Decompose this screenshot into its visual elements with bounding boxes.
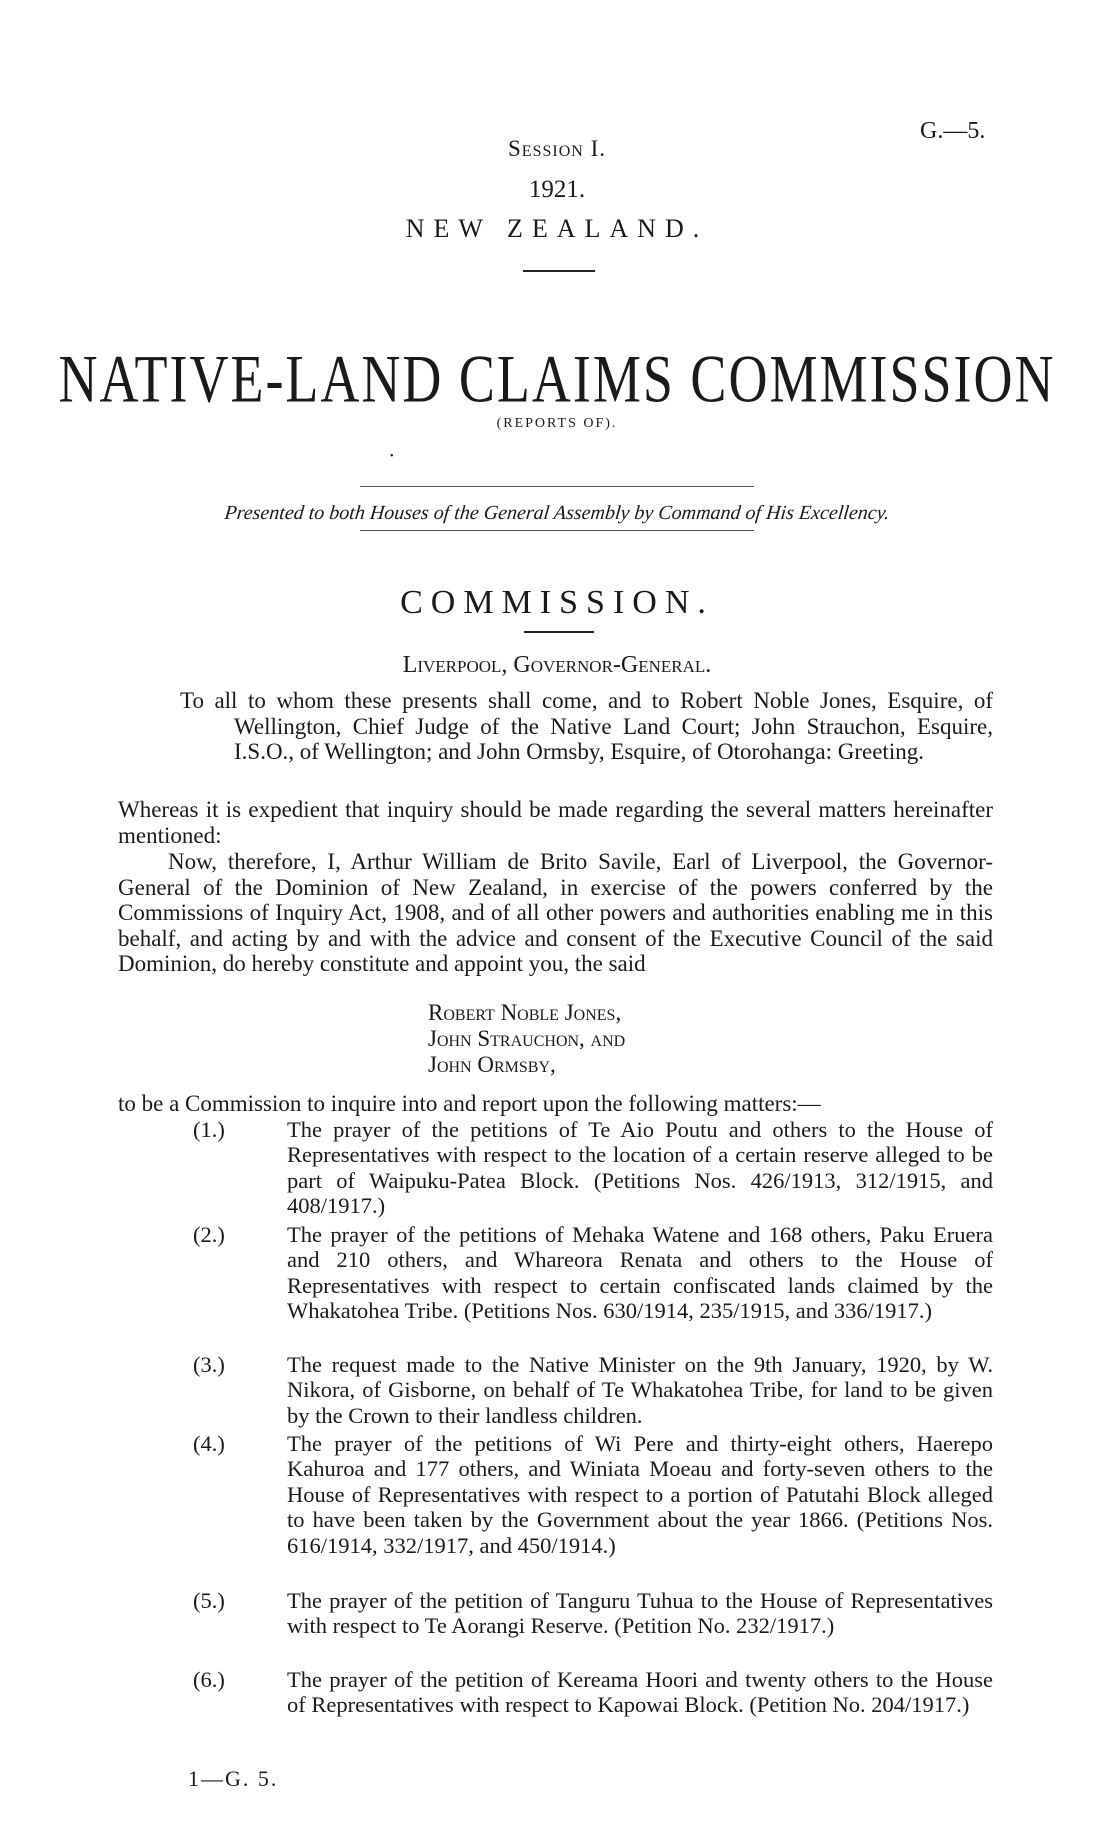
signatory: Liverpool, Governor-General. — [402, 652, 712, 678]
matter-number: (5.) — [193, 1588, 225, 1613]
divider — [360, 486, 754, 487]
divider — [523, 270, 595, 272]
matter-number: (4.) — [193, 1431, 225, 1456]
commissioner-name: John Strauchon, and — [428, 1026, 626, 1051]
divider — [360, 530, 754, 531]
matter-text: The prayer of the petitions of Te Aio Poutu and others to the House of Representatives with respect to the location of a certain reserve alleged to be part of Waipuku-Patea Block. (Petitions Nos. 426/1913, 312/1915, and 408/1917.) — [287, 1117, 993, 1219]
dot-mark: • — [390, 451, 394, 462]
matter-text: The prayer of the petitions of Wi Pere and thirty-eight others, Haerepo Kahuroa and 177 others, and Winiata Moeau and forty-seven others to the House of Representatives with respect to a portion of Patutahi Block alleged to have been taken by the Government about the year 1866. (Petitions Nos. 616/1914, 332/1917, and 450/1914.) — [287, 1431, 993, 1558]
now-therefore-paragraph: Now, therefore, I, Arthur William de Brito Savile, Earl of Liverpool, the Governor-General of the Dominion of New Zealand, in exercise of the powers conferred by the Commissions of Inquiry Act, 1908, and of all other powers and authorities enabling me in this behalf, and acting by and with the advice and consent of the Executive Council of the said Dominion, do hereby constitute and appoint you, the said — [118, 849, 993, 977]
divider — [524, 631, 594, 633]
document-subtitle: (REPORTS OF). — [496, 416, 618, 431]
matter-number: (1.) — [193, 1117, 225, 1142]
matter-text: The request made to the Native Minister on the 9th January, 1920, by W. Nikora, of Gisborne, on behalf of Te Whakatohea Tribe, for land to be given by the Crown to their landless children. — [287, 1352, 993, 1428]
commissioner-name: Robert Noble Jones, — [428, 1000, 622, 1025]
year: 1921. — [528, 176, 586, 203]
country-name: NEW ZEALAND. — [405, 214, 709, 243]
document-ref: G.—5. — [920, 118, 986, 144]
address-paragraph: To all to whom these presents shall come, and to Robert Noble Jones, Esquire, of Wellington, Chief Judge of the Native Land Court; John Strauchon, Esquire, I.S.O., of Wellington; and John Ormsby, Esquire, of Otorohanga: Greeting. — [180, 688, 993, 765]
matter-text: The prayer of the petition of Tanguru Tuhua to the House of Representatives with respect to Te Aorangi Reserve. (Petition No. 232/1917.) — [287, 1588, 993, 1639]
matter-number: (3.) — [193, 1352, 225, 1377]
matter-text: The prayer of the petitions of Mehaka Watene and 168 others, Paku Eruera and 210 others, and Whareora Renata and others to the House of Representatives with respect to certain confiscated lands claimed by the Whakatohea Tribe. (Petitions Nos. 630/1914, 235/1915, and 336/1917.) — [287, 1222, 993, 1324]
presented-note: Presented to both Houses of the General Assembly by Command of His Excellency. — [223, 502, 891, 524]
document-title: NATIVE-LAND CLAIMS COMMISSION — [58, 341, 1056, 417]
whereas-paragraph: Whereas it is expedient that inquiry should be made regarding the several matters hereinafter mentioned: — [118, 797, 993, 848]
matter-number: (6.) — [193, 1667, 225, 1692]
matter-text: The prayer of the petition of Kereama Hoori and twenty others to the House of Representatives with respect to Kapowai Block. (Petition No. 204/1917.) — [287, 1667, 993, 1718]
to-be-paragraph: to be a Commission to inquire into and report upon the following matters:— — [118, 1091, 821, 1116]
session-label: Session I. — [508, 136, 606, 161]
page-signature: 1—G. 5. — [188, 1766, 279, 1791]
section-heading: COMMISSION. — [400, 584, 714, 621]
commissioner-names — [428, 1000, 625, 1078]
commissioner-name: John Ormsby, — [428, 1052, 556, 1077]
matter-number: (2.) — [193, 1222, 225, 1247]
